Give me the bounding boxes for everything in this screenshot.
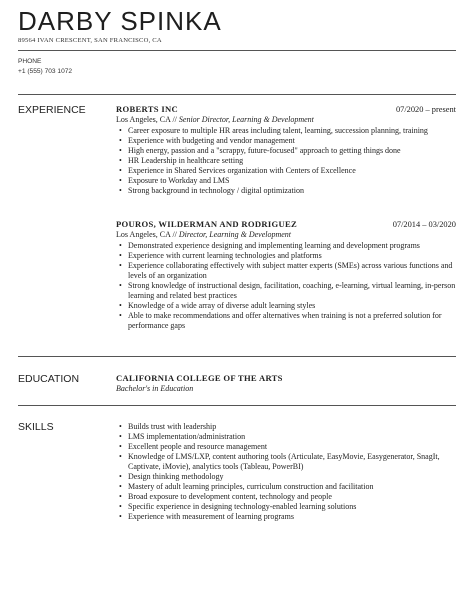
list-item: • High energy, passion and a "scrappy, future-focused" approach to getting things done bbox=[128, 146, 456, 156]
resume-name: DARBY SPINKA bbox=[18, 6, 222, 36]
list-item: • Specific experience in designing technology-enabled learning solutions bbox=[128, 502, 456, 512]
list-item: • HR Leadership in healthcare setting bbox=[128, 156, 456, 166]
list-item: • Mastery of adult learning principles, curriculum construction and facilitation bbox=[128, 482, 456, 492]
phone-label: PHONE bbox=[18, 58, 42, 65]
section-title-skills: SKILLS bbox=[18, 421, 54, 433]
job-title: Senior Director, Learning & Development bbox=[178, 115, 314, 124]
list-item: • Experience collaborating effectively with subject matter experts (SMEs) across various functions and levels of an organization bbox=[128, 261, 456, 281]
list-item: • LMS implementation/administration bbox=[128, 432, 456, 442]
company-name: POUROS, WILDERMAN AND RODRIGUEZ bbox=[116, 219, 298, 229]
list-item: • Strong background in technology / digital optimization bbox=[128, 186, 456, 196]
list-item: • Career exposure to multiple HR areas including talent, learning, succession planning, training bbox=[128, 126, 456, 136]
list-item: • Experience with budgeting and vendor management bbox=[128, 136, 456, 146]
phone-number: +1 (555) 703 1072 bbox=[18, 68, 73, 75]
section-title-experience: EXPERIENCE bbox=[18, 104, 86, 116]
job-title: Director, Learning & Development bbox=[178, 230, 292, 239]
job-bullets bbox=[116, 126, 456, 196]
list-item: • Experience with measurement of learning programs bbox=[128, 512, 456, 522]
divider bbox=[18, 50, 456, 51]
company-name: ROBERTS INC bbox=[116, 104, 178, 114]
section-title-education: EDUCATION bbox=[18, 373, 80, 385]
job-bullets bbox=[116, 241, 456, 331]
list-item: • Builds trust with leadership bbox=[128, 422, 456, 432]
list-item: • Design thinking methodology bbox=[128, 472, 456, 482]
education-entry bbox=[116, 373, 456, 394]
divider bbox=[18, 94, 456, 95]
degree: Bachelor's in Education bbox=[116, 384, 194, 393]
job-entry bbox=[116, 104, 456, 196]
list-item: • Experience with current learning technologies and platforms bbox=[128, 251, 456, 261]
skills-list bbox=[116, 422, 456, 522]
divider bbox=[18, 356, 456, 357]
list-item: • Exposure to Workday and LMS bbox=[128, 176, 456, 186]
list-item: • Experience in Shared Services organization with Centers of Excellence bbox=[128, 166, 456, 176]
list-item: • Able to make recommendations and offer alternatives when training is not a preferred solution for performance gaps bbox=[128, 311, 456, 331]
list-item: • Knowledge of LMS/LXP, content authoring tools (Articulate, EasyMovie, Easygenerator, SnagIt, Captivate, iMovie), analytics tools (Tableau, PowerBI) bbox=[128, 452, 456, 472]
list-item: • Knowledge of a wide array of diverse adult learning styles bbox=[128, 301, 456, 311]
list-item: • Strong knowledge of instructional design, facilitation, coaching, e-learning, virtual learning, in-person learning and related best practices bbox=[128, 281, 456, 301]
job-location-title: Los Angeles, CA // Senior Director, Learning & Development bbox=[116, 115, 314, 124]
job-entry bbox=[116, 219, 456, 331]
address: 89564 IVAN CRESCENT, SAN FRANCISCO, CA bbox=[18, 37, 162, 44]
school-name: CALIFORNIA COLLEGE OF THE ARTS bbox=[116, 373, 283, 383]
list-item: • Excellent people and resource management bbox=[128, 442, 456, 452]
list-item: • Broad exposure to development content, technology and people bbox=[128, 492, 456, 502]
job-dates: 07/2020 – present bbox=[395, 105, 456, 114]
list-item: • Demonstrated experience designing and implementing learning and development programs bbox=[128, 241, 456, 251]
job-location-title: Los Angeles, CA // Director, Learning & Development bbox=[116, 230, 292, 239]
job-dates: 07/2014 – 03/2020 bbox=[392, 220, 456, 229]
divider bbox=[18, 405, 456, 406]
